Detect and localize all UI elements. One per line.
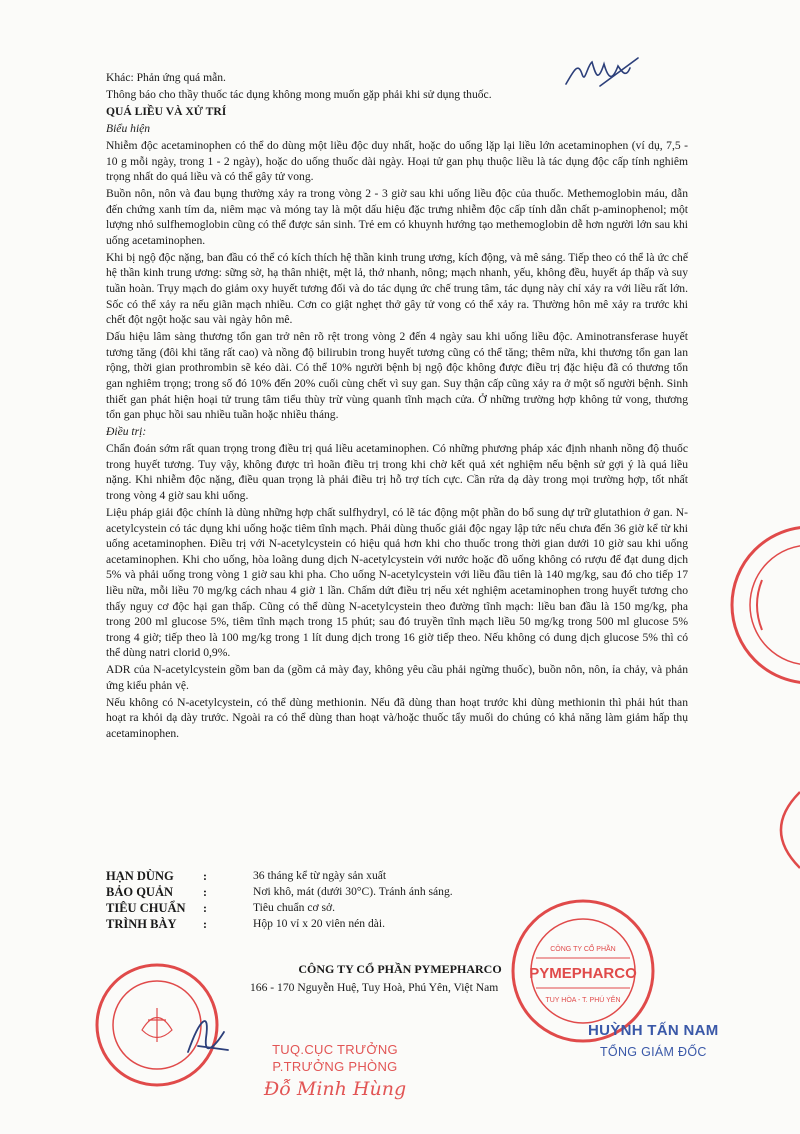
document-body	[106, 70, 688, 743]
director-signature-block	[588, 1022, 719, 1059]
spec-key: HẠN DÙNG	[106, 869, 174, 883]
company-name: CÔNG TY CỔ PHẦN PYMEPHARCO	[298, 962, 502, 976]
spec-colon: :	[203, 901, 207, 915]
symptoms-paragraph: Khi bị ngộ độc nặng, ban đầu có thể có kích thích hệ thần kinh trung ương, kích động, và mê sảng. Tiếp theo có thể là ức chế hệ thần kinh trung ương: sững sờ, hạ thân nhiệt, mệt lả, thở nhanh, nông; mạch nhanh, yếu, không đều, huyết áp thấp và suy tuần hoàn. Trụy mạch do giảm oxy huyết tương đối và do tác dụng ức chế trung tâm, tác dụng này chỉ xảy ra với liều rất lớn. Sốc có thể xảy ra nếu giãn mạch nhiều. Cơn co giật nghẹt thở gây tử vong có thể xảy ra. Thường hôn mê xảy ra trước khi chết đột ngột hoặc sau vài ngày hôn mê.	[106, 250, 688, 327]
symptoms-paragraph: Nhiễm độc acetaminophen có thể do dùng một liều độc duy nhất, hoặc do uống lặp lại liều lớn acetaminophen (ví dụ, 7,5 - 10 g mỗi ngày, trong 1 - 2 ngày), hoặc do uống thuốc dài ngày. Hoại tử gan phụ thuộc liều là tác dụng độc cấp tính nghiêm trọng nhất do quá liều và có thể gây tử vong.	[106, 138, 688, 184]
spec-row	[106, 868, 453, 884]
edge-stamp	[722, 520, 800, 690]
edge-stamp-small	[752, 790, 800, 870]
spec-row	[106, 900, 453, 916]
company-block	[250, 962, 550, 994]
official-title-line1: TUQ.CỤC TRƯỞNG	[272, 1042, 398, 1057]
spec-key: TRÌNH BÀY	[106, 917, 177, 931]
official-title-line2: P.TRƯỞNG PHÒNG	[272, 1059, 398, 1074]
notice-line: Thông báo cho thầy thuốc tác dụng không mong muốn gặp phải khi sử dụng thuốc.	[106, 87, 492, 101]
symptoms-label: Biểu hiện	[106, 121, 151, 135]
spec-colon: :	[203, 917, 207, 931]
spec-row	[106, 916, 453, 932]
treatment-paragraph: Chẩn đoán sớm rất quan trọng trong điều trị quá liều acetaminophen. Có những phương pháp xác định nhanh nồng độ thuốc trong huyết tương. Tuy vậy, không được trì hoãn điều trị trong khi chờ kết quả xét nghiệm nếu bệnh sử gợi ý là quá liều nặng. Khi nhiễm độc nặng, điều quan trọng là phải điều trị hỗ trợ tích cực. Cần rửa dạ dày trong mọi trường hợp, tốt nhất trong vòng 4 giờ sau khi uống.	[106, 442, 688, 502]
director-name: HUỲNH TẤN NAM	[588, 1022, 719, 1039]
director-title: TỔNG GIÁM ĐỐC	[600, 1045, 707, 1059]
svg-text:CÔNG TY CỔ PHẦN: CÔNG TY CỔ PHẦN	[550, 946, 616, 953]
spec-colon: :	[203, 869, 207, 883]
spec-colon: :	[203, 885, 207, 899]
treatment-label: Điều trị:	[106, 425, 147, 439]
pen-signature	[180, 1008, 240, 1068]
spec-value: Tiêu chuẩn cơ sở.	[253, 901, 336, 914]
treatment-paragraph: ADR của N-acetylcystein gồm ban da (gồm cả mày đay, không yêu cầu phải ngừng thuốc), buồn nôn, nôn, ỉa chảy, và phản ứng kiểu phản vệ.	[106, 663, 688, 692]
spec-value: Hộp 10 vỉ x 20 viên nén dài.	[253, 917, 386, 930]
product-specs	[106, 868, 453, 932]
spec-key: BẢO QUẢN	[106, 885, 174, 899]
official-signature-block	[240, 1042, 430, 1100]
svg-text:TUY HÒA - T. PHÚ YÊN: TUY HÒA - T. PHÚ YÊN	[545, 997, 621, 1004]
symptoms-paragraph: Buồn nôn, nôn và đau bụng thường xảy ra trong vòng 2 - 3 giờ sau khi uống liều độc của thuốc. Methemoglobin máu, dẫn đến chứng xanh tím da, niêm mạc và móng tay là một dấu hiệu đặc trưng nhiễm độc cấp tính dẫn chất p-aminophenol; một lượng nhỏ sulfhemoglobin cũng có thể được sản sinh. Trẻ em có khuynh hướng tạo methemoglobin dễ hơn người lớn sau khi uống acetaminophen.	[106, 187, 688, 247]
spec-value: 36 tháng kể từ ngày sản xuất	[253, 869, 387, 882]
official-name: Đỗ Minh Hùng	[263, 1078, 407, 1100]
treatment-paragraph: Liệu pháp giải độc chính là dùng những hợp chất sulfhydryl, có lẽ tác động một phần do bổ sung dự trữ glutathion ở gan. N-acetylcystein có tác dụng khi uống hoặc tiêm tĩnh mạch. Phải dùng thuốc giải độc ngay lập tức nếu chưa đến 36 giờ kể từ khi uống acetaminophen. Điều trị với N-acetylcystein có hiệu quả hơn khi cho thuốc trong thời gian dưới 10 giờ sau khi uống acetaminophen. Khi cho uống, hòa loãng dung dịch N-acetylcystein với nước hoặc đồ uống không có rượu để đạt dung dịch 5% và phải uống trong vòng 1 giờ sau khi pha. Cho uống N-acetylcystein với liều đầu tiên là 140 mg/kg, sau đó cho tiếp 17 liều nữa, mỗi liều 70 mg/kg cách nhau 4 giờ 1 lần. Chấm dứt điều trị nếu xét nghiệm acetaminophen trong huyết tương cho thấy nguy cơ độc hại gan thấp. Cũng có thể dùng N-acetylcystein theo đường tĩnh mạch: liều ban đầu là 150 mg/kg, pha trong 200 ml glucose 5%, tiêm tĩnh mạch trong 15 phút; sau đó truyền tĩnh mạch liều 50 mg/kg trong 500 ml glucose 5% trong 4 giờ; tiếp theo là 100 mg/kg trong 1 lít dung dịch trong 16 giờ tiếp theo. Nếu không có dung dịch glucose 5% thì có thể dùng natri clorid 0,9%.	[106, 505, 688, 660]
spec-key: TIÊU CHUẨN	[106, 901, 186, 915]
symptoms-paragraph: Dấu hiệu lâm sàng thương tổn gan trở nên rõ rệt trong vòng 2 đến 4 ngày sau khi uống liều độc. Aminotransferase huyết tương tăng (đôi khi tăng rất cao) và nồng độ bilirubin trong huyết tương cũng có thể tăng; thêm nữa, khi thương tổn gan lan rộng, thời gian prothrombin sẽ kéo dài. Có thể 10% người bệnh bị ngộ độc không được điều trị đặc hiệu đã có thương tổn gan nghiêm trọng; trong số đó 10% đến 20% cuối cùng chết vì suy gan. Suy thận cấp cũng xảy ra ở một số người bệnh. Sinh thiết gan phát hiện hoại tử trung tâm tiểu thùy trừ vùng quanh tĩnh mạch cửa. Ở những trường hợp không tử vong, thương tổn gan phục hồi sau nhiều tuần hoặc nhiều tháng.	[106, 330, 688, 422]
company-address: 166 - 170 Nguyễn Huệ, Tuy Hoà, Phú Yên, Việt Nam	[250, 981, 499, 994]
spec-value: Nơi khô, mát (dưới 30°C). Tránh ánh sáng.	[253, 885, 453, 898]
spec-row	[106, 884, 453, 900]
overdose-heading: QUÁ LIỀU VÀ XỬ TRÍ	[106, 104, 227, 118]
svg-text:PYMEPHARCO: PYMEPHARCO	[529, 965, 637, 982]
treatment-paragraph: Nếu không có N-acetylcystein, có thể dùng methionin. Nếu đã dùng than hoạt trước khi dùng methionin thì phải hút than hoạt ra khỏi dạ dày trước. Ngoài ra có thể dùng than hoạt và/hoặc thuốc tẩy muối do chúng có khả năng làm giảm hấp thụ acetaminophen.	[106, 695, 688, 741]
other-effects-line: Khác: Phản ứng quá mẫn.	[106, 71, 226, 84]
